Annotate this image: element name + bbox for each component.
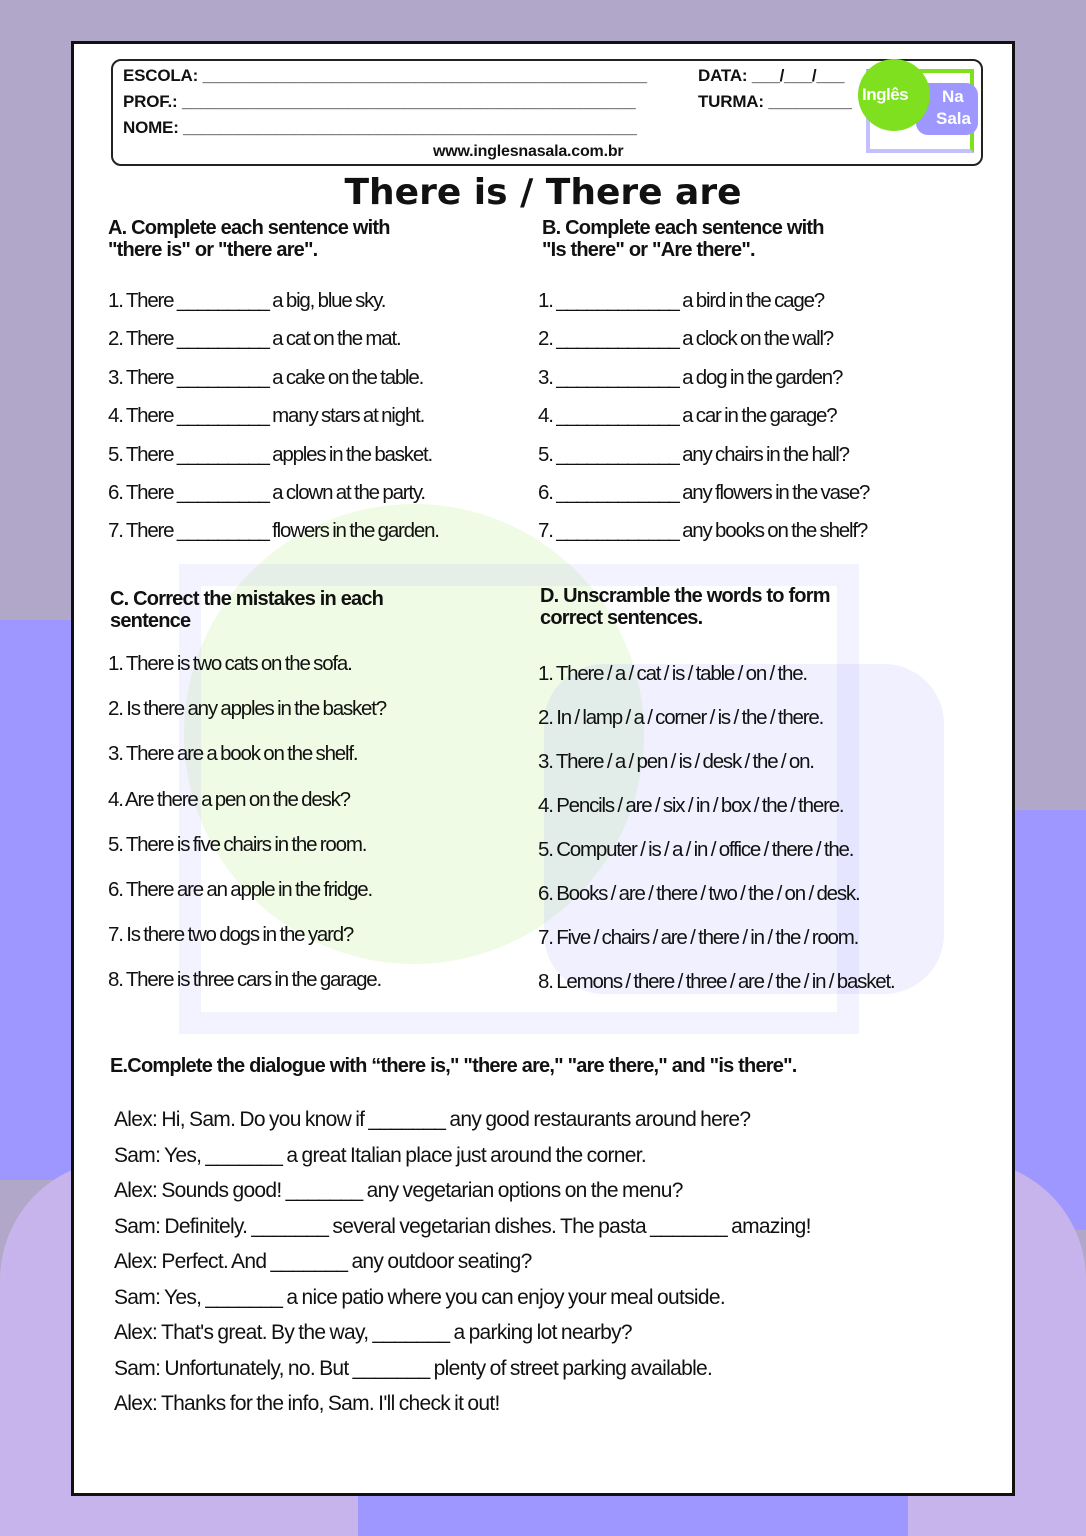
- exercise-c-item: 2. Is there any apples in the basket?: [108, 697, 386, 721]
- exercise-c-item: 6. There are an apple in the fridge.: [108, 878, 372, 901]
- dialogue-line: Alex: Hi, Sam. Do you know if _______ any good restaurants around here?: [114, 1108, 751, 1131]
- exercise-c-item: 1. There is two cats on the sofa.: [108, 652, 352, 675]
- exercise-d-item: 7. Five / chairs / are / there / in / the / room.: [538, 926, 859, 949]
- exercise-a-item: 7. There _________ flowers in the garden.: [108, 519, 439, 543]
- exercise-b-item: 5. ____________ any chairs in the hall?: [538, 442, 849, 466]
- exercise-b-item: 1. ____________ a bird in the cage?: [538, 289, 824, 312]
- exercise-c-item: 4. Are there a pen on the desk?: [108, 787, 350, 811]
- section-e-heading: E.Complete the dialogue with “there is," "there are," "are there," and "is there".: [110, 1055, 797, 1077]
- logo: [858, 61, 983, 161]
- dialogue-line: Sam: Yes, _______ a nice patio where you can enjoy your meal outside.: [114, 1285, 725, 1309]
- section-a-heading: A. Complete each sentence with "there is" or "there are".: [108, 217, 390, 261]
- exercise-d-item: 6. Books / are / there / two / the / on / desk.: [538, 882, 860, 905]
- section-b-heading: B. Complete each sentence with "Is there" or "Are there".: [542, 217, 824, 261]
- exercise-d-item: 1. There / a / cat / is / table / on / the.: [538, 662, 807, 685]
- prof-field[interactable]: PROF.: _________________________________________________: [123, 92, 636, 111]
- exercise-a-item: 6. There _________ a clown at the party.: [108, 481, 425, 504]
- logo-word-sala: Sala: [936, 109, 971, 128]
- exercise-c-item: 7. Is there two dogs in the yard?: [108, 923, 354, 947]
- exercise-b-item: 2. ____________ a clock on the wall?: [538, 327, 834, 351]
- exercise-c-item: 3. There are a book on the shelf.: [108, 742, 358, 766]
- exercise-b-item: 7. ____________ any books on the shelf?: [538, 519, 868, 543]
- escola-field[interactable]: ESCOLA: ________________________________________________: [123, 66, 647, 85]
- header-box: [111, 59, 983, 166]
- section-d-heading: D. Unscramble the words to form correct sentences.: [540, 585, 830, 629]
- section-c-heading: C. Correct the mistakes in each sentence: [110, 588, 384, 632]
- exercise-d-item: 8. Lemons / there / three / are / the / in / basket.: [538, 970, 895, 993]
- exercise-a-item: 4. There _________ many stars at night.: [108, 404, 425, 428]
- worksheet-page: [71, 41, 1015, 1496]
- turma-field[interactable]: TURMA: _________: [698, 92, 852, 111]
- dialogue-line: Alex: Perfect. And _______ any outdoor seating?: [114, 1250, 532, 1273]
- exercise-a-item: 5. There _________ apples in the basket.: [108, 442, 433, 466]
- logo-word-ingles: Inglês: [862, 85, 909, 104]
- dialogue-line: Alex: Thanks for the info, Sam. I'll check it out!: [114, 1392, 500, 1415]
- exercise-c-item: 5. There is five chairs in the room.: [108, 832, 367, 856]
- exercise-b-item: 4. ____________ a car in the garage?: [538, 404, 837, 428]
- dialogue-line: Sam: Definitely. _______ several vegetarian dishes. The pasta _______ amazing!: [114, 1214, 811, 1238]
- exercise-b-item: 3. ____________ a dog in the garden?: [538, 365, 843, 389]
- logo-word-na: Na: [942, 87, 964, 106]
- exercise-d-item: 3. There / a / pen / is / desk / the / on.: [538, 750, 814, 773]
- dialogue-line: Sam: Unfortunately, no. But _______ plenty of street parking available.: [114, 1356, 713, 1380]
- dialogue-line: Alex: Sounds good! _______ any vegetarian options on the menu?: [114, 1179, 683, 1202]
- data-field[interactable]: DATA: ___/___/___: [698, 66, 845, 85]
- website-url: www.inglesnasala.com.br: [433, 143, 624, 160]
- nome-field[interactable]: NOME: _________________________________________________: [123, 118, 637, 137]
- dialogue-line: Alex: That's great. By the way, _______ a parking lot nearby?: [114, 1321, 632, 1344]
- dialogue-line: Sam: Yes, _______ a great Italian place just around the corner.: [114, 1143, 646, 1167]
- exercise-c-item: 8. There is three cars in the garage.: [108, 968, 381, 992]
- exercise-a-item: 2. There _________ a cat on the mat.: [108, 327, 401, 351]
- exercise-b-item: 6. ____________ any flowers in the vase?: [538, 481, 870, 504]
- exercise-d-item: 4. Pencils / are / six / in / box / the / there.: [538, 794, 844, 817]
- exercise-d-item: 5. Computer / is / a / in / office / there / the.: [538, 838, 854, 861]
- exercise-d-item: 2. In / lamp / a / corner / is / the / there.: [538, 706, 824, 729]
- page-title: There is / There are: [344, 172, 742, 213]
- exercise-a-item: 3. There _________ a cake on the table.: [108, 365, 424, 389]
- exercise-a-item: 1. There _________ a big, blue sky.: [108, 289, 386, 312]
